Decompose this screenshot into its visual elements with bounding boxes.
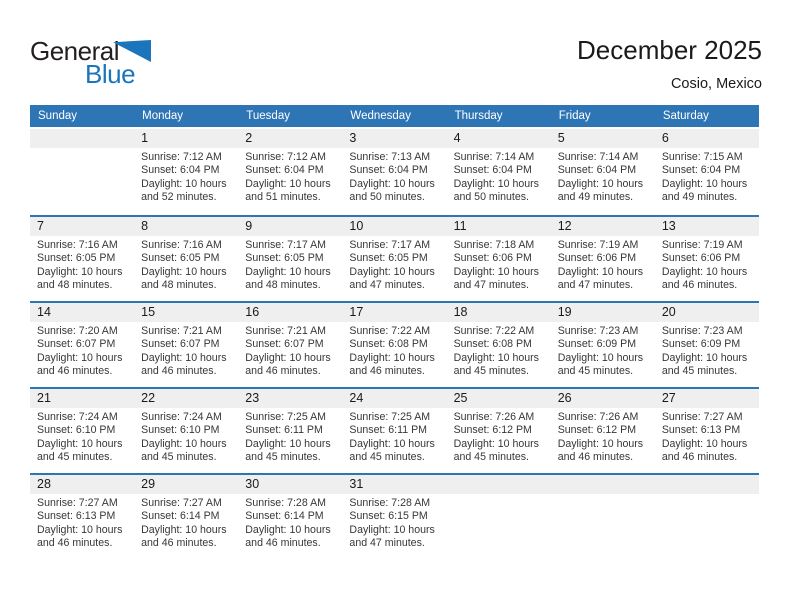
sunset-text: Sunset: 6:12 PM xyxy=(453,424,532,437)
sunset-text: Sunset: 6:13 PM xyxy=(661,424,741,437)
daylight-text-line2: and 46 minutes. xyxy=(661,451,738,464)
day-details xyxy=(342,148,446,211)
sunset-text: Sunset: 6:05 PM xyxy=(37,252,116,265)
calendar-day-cell-7[interactable] xyxy=(30,217,134,301)
date-number: 6 xyxy=(655,129,759,148)
daylight-text-line2: and 46 minutes. xyxy=(557,451,634,464)
sunrise-text: Sunrise: 7:26 AM xyxy=(453,411,535,423)
daylight-text-line2: and 47 minutes. xyxy=(453,279,529,292)
calendar-day-cell-11[interactable] xyxy=(447,217,551,301)
logo-text-blue: Blue xyxy=(85,59,136,89)
calendar-day-cell-25[interactable] xyxy=(447,389,551,473)
date-number: 28 xyxy=(30,475,134,494)
sunrise-text: Sunrise: 7:12 AM xyxy=(245,151,326,163)
sunrise-text: Sunrise: 7:12 AM xyxy=(141,151,222,163)
date-number: 7 xyxy=(30,217,134,236)
sunrise-text: Sunrise: 7:23 AM xyxy=(557,325,639,337)
date-number xyxy=(655,475,759,494)
date-number: 29 xyxy=(134,475,238,494)
sunrise-text: Sunrise: 7:22 AM xyxy=(349,325,431,337)
day-details xyxy=(551,408,655,471)
calendar-day-cell-17[interactable] xyxy=(342,303,446,387)
daylight-text-line1: Daylight: 10 hours xyxy=(37,265,123,278)
day-details xyxy=(30,322,134,385)
sunset-text: Sunset: 6:07 PM xyxy=(141,338,220,351)
daylight-text-line2: and 48 minutes. xyxy=(245,279,321,292)
date-number: 21 xyxy=(30,389,134,408)
sunrise-text: Sunrise: 7:19 AM xyxy=(661,239,743,251)
day-details xyxy=(655,322,759,385)
calendar-day-cell-16[interactable] xyxy=(238,303,342,387)
sunrise-text: Sunrise: 7:22 AM xyxy=(453,325,535,337)
daylight-text-line2: and 48 minutes. xyxy=(141,279,217,292)
daylight-text-line1: Daylight: 10 hours xyxy=(349,265,435,278)
date-number: 14 xyxy=(30,303,134,322)
day-header-monday: Monday xyxy=(142,110,184,122)
calendar-day-cell-6[interactable] xyxy=(655,129,759,215)
daylight-text-line2: and 49 minutes. xyxy=(661,191,738,204)
daylight-text-line1: Daylight: 10 hours xyxy=(245,437,331,450)
calendar-day-cell-8[interactable] xyxy=(134,217,238,301)
calendar-day-cell-19[interactable] xyxy=(551,303,655,387)
date-number: 31 xyxy=(342,475,446,494)
daylight-text-line2: and 45 minutes. xyxy=(453,365,529,378)
daylight-text-line1: Daylight: 10 hours xyxy=(245,177,331,190)
date-number: 8 xyxy=(134,217,238,236)
day-details xyxy=(134,408,238,471)
week-row xyxy=(30,301,759,387)
daylight-text-line2: and 45 minutes. xyxy=(37,451,113,464)
day-details xyxy=(134,236,238,299)
sunrise-text: Sunrise: 7:14 AM xyxy=(453,151,535,163)
date-number xyxy=(30,129,134,148)
day-details xyxy=(551,236,655,299)
calendar-day-cell-24[interactable] xyxy=(342,389,446,473)
sunset-text: Sunset: 6:14 PM xyxy=(245,510,324,523)
day-details xyxy=(655,494,759,503)
page-title: December 2025 xyxy=(577,35,762,65)
sunrise-text: Sunrise: 7:19 AM xyxy=(557,239,639,251)
daylight-text-line1: Daylight: 10 hours xyxy=(453,265,539,278)
sunset-text: Sunset: 6:04 PM xyxy=(453,164,532,177)
day-header-saturday: Saturday xyxy=(662,110,709,122)
daylight-text-line1: Daylight: 10 hours xyxy=(661,265,748,278)
daylight-text-line2: and 50 minutes. xyxy=(349,191,425,204)
day-header-tuesday: Tuesday xyxy=(246,110,290,122)
daylight-text-line1: Daylight: 10 hours xyxy=(661,351,748,364)
daylight-text-line1: Daylight: 10 hours xyxy=(37,523,123,536)
daylight-text-line1: Daylight: 10 hours xyxy=(453,177,539,190)
sunset-text: Sunset: 6:06 PM xyxy=(453,252,532,265)
date-number: 22 xyxy=(134,389,238,408)
sunrise-text: Sunrise: 7:18 AM xyxy=(453,239,535,251)
calendar-grid xyxy=(30,105,759,559)
day-details xyxy=(134,494,238,557)
sunrise-text: Sunrise: 7:23 AM xyxy=(661,325,743,337)
sunrise-text: Sunrise: 7:26 AM xyxy=(557,411,639,423)
sunset-text: Sunset: 6:09 PM xyxy=(661,338,741,351)
week-row xyxy=(30,215,759,301)
sunset-text: Sunset: 6:07 PM xyxy=(245,338,324,351)
calendar-day-cell-empty xyxy=(551,475,655,559)
sunset-text: Sunset: 6:09 PM xyxy=(557,338,637,351)
date-number: 1 xyxy=(134,129,238,148)
sunrise-text: Sunrise: 7:13 AM xyxy=(349,151,431,163)
sunset-text: Sunset: 6:06 PM xyxy=(661,252,741,265)
date-number: 26 xyxy=(551,389,655,408)
calendar-day-cell-23[interactable] xyxy=(238,389,342,473)
daylight-text-line2: and 46 minutes. xyxy=(245,537,321,550)
day-header-thursday: Thursday xyxy=(454,110,503,122)
daylight-text-line1: Daylight: 10 hours xyxy=(37,437,123,450)
daylight-text-line1: Daylight: 10 hours xyxy=(349,351,435,364)
day-header-wednesday: Wednesday xyxy=(350,110,411,122)
daylight-text-line2: and 45 minutes. xyxy=(453,451,529,464)
sunrise-text: Sunrise: 7:14 AM xyxy=(557,151,639,163)
week-row xyxy=(30,387,759,473)
sunrise-text: Sunrise: 7:28 AM xyxy=(349,497,431,509)
daylight-text-line1: Daylight: 10 hours xyxy=(349,177,435,190)
day-details xyxy=(342,322,446,385)
sunset-text: Sunset: 6:04 PM xyxy=(661,164,741,177)
sunrise-text: Sunrise: 7:24 AM xyxy=(141,411,222,423)
general-blue-logo xyxy=(30,38,170,96)
daylight-text-line2: and 46 minutes. xyxy=(349,365,425,378)
calendar-day-cell-29[interactable] xyxy=(134,475,238,559)
date-number: 30 xyxy=(238,475,342,494)
sunset-text: Sunset: 6:04 PM xyxy=(557,164,637,177)
day-details xyxy=(447,494,551,503)
sunset-text: Sunset: 6:13 PM xyxy=(37,510,116,523)
day-details xyxy=(447,148,551,211)
daylight-text-line1: Daylight: 10 hours xyxy=(661,437,748,450)
page-subtitle: Cosio, Mexico xyxy=(670,76,762,92)
sunrise-text: Sunrise: 7:27 AM xyxy=(141,497,222,509)
daylight-text-line2: and 47 minutes. xyxy=(349,537,425,550)
title-block xyxy=(577,34,762,92)
daylight-text-line2: and 47 minutes. xyxy=(349,279,425,292)
date-number: 2 xyxy=(238,129,342,148)
date-number: 27 xyxy=(655,389,759,408)
daylight-text-line2: and 49 minutes. xyxy=(557,191,634,204)
sunset-text: Sunset: 6:05 PM xyxy=(141,252,220,265)
date-number: 5 xyxy=(551,129,655,148)
calendar-day-cell-13[interactable] xyxy=(655,217,759,301)
daylight-text-line1: Daylight: 10 hours xyxy=(141,351,227,364)
sunset-text: Sunset: 6:10 PM xyxy=(141,424,220,437)
sunrise-text: Sunrise: 7:17 AM xyxy=(349,239,431,251)
daylight-text-line2: and 52 minutes. xyxy=(141,191,217,204)
day-details xyxy=(134,148,238,211)
calendar-day-cell-21[interactable] xyxy=(30,389,134,473)
date-number: 19 xyxy=(551,303,655,322)
day-details xyxy=(655,408,759,471)
sunset-text: Sunset: 6:06 PM xyxy=(557,252,637,265)
sunset-text: Sunset: 6:04 PM xyxy=(349,164,428,177)
calendar-day-cell-22[interactable] xyxy=(134,389,238,473)
daylight-text-line2: and 48 minutes. xyxy=(37,279,113,292)
day-details xyxy=(447,408,551,471)
calendar-day-cell-empty xyxy=(447,475,551,559)
sunrise-text: Sunrise: 7:16 AM xyxy=(37,239,118,251)
day-header-row xyxy=(30,105,759,127)
daylight-text-line1: Daylight: 10 hours xyxy=(245,265,331,278)
sunrise-text: Sunrise: 7:16 AM xyxy=(141,239,222,251)
daylight-text-line2: and 47 minutes. xyxy=(557,279,634,292)
sunset-text: Sunset: 6:15 PM xyxy=(349,510,428,523)
sunrise-text: Sunrise: 7:21 AM xyxy=(245,325,326,337)
daylight-text-line2: and 45 minutes. xyxy=(245,451,321,464)
sunset-text: Sunset: 6:07 PM xyxy=(37,338,116,351)
daylight-text-line2: and 46 minutes. xyxy=(37,365,113,378)
sunset-text: Sunset: 6:08 PM xyxy=(453,338,532,351)
date-number xyxy=(551,475,655,494)
daylight-text-line1: Daylight: 10 hours xyxy=(557,177,644,190)
sunset-text: Sunset: 6:12 PM xyxy=(557,424,637,437)
day-details xyxy=(30,494,134,557)
date-number: 23 xyxy=(238,389,342,408)
daylight-text-line1: Daylight: 10 hours xyxy=(661,177,748,190)
date-number: 9 xyxy=(238,217,342,236)
calendar-day-cell-10[interactable] xyxy=(342,217,446,301)
day-header-sunday: Sunday xyxy=(38,110,78,122)
logo-text-general: General xyxy=(30,36,119,66)
sunrise-text: Sunrise: 7:27 AM xyxy=(37,497,118,509)
daylight-text-line2: and 51 minutes. xyxy=(245,191,321,204)
calendar-day-cell-15[interactable] xyxy=(134,303,238,387)
sunset-text: Sunset: 6:11 PM xyxy=(245,424,323,437)
day-header-friday: Friday xyxy=(558,110,591,122)
day-details xyxy=(342,408,446,471)
daylight-text-line2: and 45 minutes. xyxy=(141,451,217,464)
sunrise-text: Sunrise: 7:25 AM xyxy=(245,411,326,423)
sunrise-text: Sunrise: 7:27 AM xyxy=(661,411,743,423)
day-details xyxy=(447,236,551,299)
date-number: 16 xyxy=(238,303,342,322)
sunset-text: Sunset: 6:08 PM xyxy=(349,338,428,351)
date-number: 24 xyxy=(342,389,446,408)
calendar-day-cell-9[interactable] xyxy=(238,217,342,301)
daylight-text-line1: Daylight: 10 hours xyxy=(349,437,435,450)
daylight-text-line2: and 45 minutes. xyxy=(661,365,738,378)
daylight-text-line1: Daylight: 10 hours xyxy=(141,437,227,450)
week-row xyxy=(30,129,759,215)
daylight-text-line1: Daylight: 10 hours xyxy=(141,177,227,190)
calendar-day-cell-18[interactable] xyxy=(447,303,551,387)
daylight-text-line2: and 46 minutes. xyxy=(141,365,217,378)
sunrise-text: Sunrise: 7:24 AM xyxy=(37,411,118,423)
calendar-day-cell-30[interactable] xyxy=(238,475,342,559)
daylight-text-line1: Daylight: 10 hours xyxy=(557,437,644,450)
sunrise-text: Sunrise: 7:21 AM xyxy=(141,325,222,337)
calendar-day-cell-1[interactable] xyxy=(134,129,238,215)
calendar-day-cell-12[interactable] xyxy=(551,217,655,301)
day-details xyxy=(551,322,655,385)
calendar-day-cell-27[interactable] xyxy=(655,389,759,473)
page-header xyxy=(30,34,762,100)
date-number xyxy=(447,475,551,494)
daylight-text-line1: Daylight: 10 hours xyxy=(245,523,331,536)
daylight-text-line2: and 46 minutes. xyxy=(245,365,321,378)
daylight-text-line1: Daylight: 10 hours xyxy=(37,351,123,364)
sunrise-text: Sunrise: 7:28 AM xyxy=(245,497,326,509)
daylight-text-line2: and 46 minutes. xyxy=(141,537,217,550)
day-details xyxy=(30,148,134,157)
date-number: 25 xyxy=(447,389,551,408)
calendar-day-cell-20[interactable] xyxy=(655,303,759,387)
week-row xyxy=(30,473,759,559)
day-details xyxy=(655,148,759,211)
daylight-text-line2: and 46 minutes. xyxy=(37,537,113,550)
sunset-text: Sunset: 6:14 PM xyxy=(141,510,220,523)
date-number: 10 xyxy=(342,217,446,236)
daylight-text-line1: Daylight: 10 hours xyxy=(557,351,644,364)
daylight-text-line1: Daylight: 10 hours xyxy=(245,351,331,364)
daylight-text-line1: Daylight: 10 hours xyxy=(453,437,539,450)
daylight-text-line1: Daylight: 10 hours xyxy=(141,523,227,536)
calendar-day-cell-empty xyxy=(655,475,759,559)
sunset-text: Sunset: 6:05 PM xyxy=(245,252,324,265)
date-number: 3 xyxy=(342,129,446,148)
date-number: 4 xyxy=(447,129,551,148)
date-number: 11 xyxy=(447,217,551,236)
calendar-day-cell-3[interactable] xyxy=(342,129,446,215)
day-details xyxy=(342,494,446,557)
calendar-day-cell-4[interactable] xyxy=(447,129,551,215)
date-number: 13 xyxy=(655,217,759,236)
sunset-text: Sunset: 6:04 PM xyxy=(141,164,220,177)
daylight-text-line1: Daylight: 10 hours xyxy=(349,523,435,536)
calendar-day-cell-28[interactable] xyxy=(30,475,134,559)
day-details xyxy=(134,322,238,385)
calendar-day-cell-14[interactable] xyxy=(30,303,134,387)
date-number: 20 xyxy=(655,303,759,322)
day-details xyxy=(342,236,446,299)
sunrise-text: Sunrise: 7:20 AM xyxy=(37,325,118,337)
calendar-day-cell-5[interactable] xyxy=(551,129,655,215)
daylight-text-line2: and 45 minutes. xyxy=(557,365,634,378)
weeks-container xyxy=(30,129,759,559)
day-details xyxy=(238,494,342,557)
day-details xyxy=(238,148,342,211)
sunset-text: Sunset: 6:05 PM xyxy=(349,252,428,265)
daylight-text-line1: Daylight: 10 hours xyxy=(453,351,539,364)
calendar-day-cell-26[interactable] xyxy=(551,389,655,473)
date-number: 15 xyxy=(134,303,238,322)
day-details xyxy=(655,236,759,299)
sunrise-text: Sunrise: 7:17 AM xyxy=(245,239,326,251)
sunset-text: Sunset: 6:04 PM xyxy=(245,164,324,177)
daylight-text-line1: Daylight: 10 hours xyxy=(141,265,227,278)
day-details xyxy=(447,322,551,385)
calendar-day-cell-empty xyxy=(30,129,134,215)
day-details xyxy=(238,408,342,471)
sunrise-text: Sunrise: 7:15 AM xyxy=(661,151,743,163)
daylight-text-line1: Daylight: 10 hours xyxy=(557,265,644,278)
daylight-text-line2: and 46 minutes. xyxy=(661,279,738,292)
day-details xyxy=(238,236,342,299)
calendar-day-cell-31[interactable] xyxy=(342,475,446,559)
sunset-text: Sunset: 6:10 PM xyxy=(37,424,116,437)
day-details xyxy=(551,494,655,503)
day-details xyxy=(30,408,134,471)
sunrise-text: Sunrise: 7:25 AM xyxy=(349,411,431,423)
day-details xyxy=(30,236,134,299)
date-number: 12 xyxy=(551,217,655,236)
date-number: 17 xyxy=(342,303,446,322)
calendar-day-cell-2[interactable] xyxy=(238,129,342,215)
daylight-text-line2: and 45 minutes. xyxy=(349,451,425,464)
date-number: 18 xyxy=(447,303,551,322)
sunset-text: Sunset: 6:11 PM xyxy=(349,424,427,437)
daylight-text-line2: and 50 minutes. xyxy=(453,191,529,204)
day-details xyxy=(238,322,342,385)
day-details xyxy=(551,148,655,211)
